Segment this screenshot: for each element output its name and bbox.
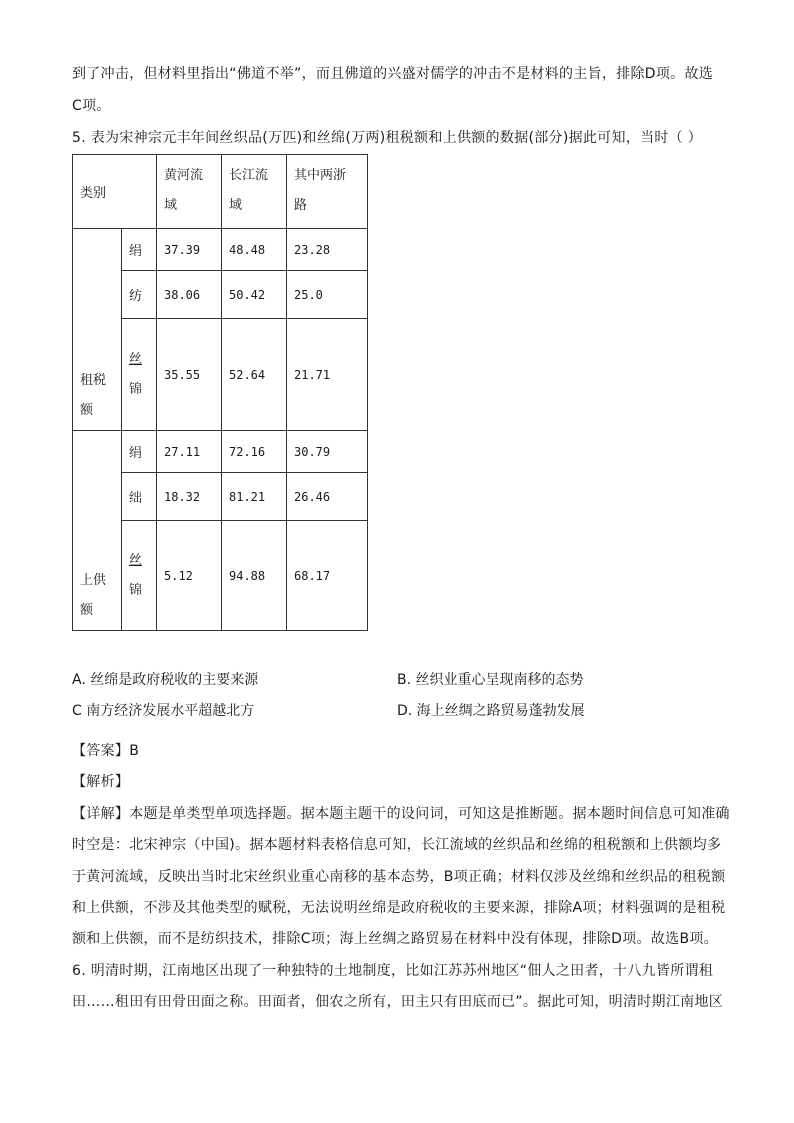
analysis-line-3: 于黄河流域，反映出当时北宋丝织业重心南移的基本态势，B项正确；材料仅涉及丝绵和丝织品的租税额 (72, 869, 726, 885)
analysis-title: 【解析】 (72, 774, 130, 790)
answer-label: 【答案】B (72, 743, 140, 759)
question-6-line-2: 田……租田有田骨田面之称。田面者，佃农之所有，田主只有田底而已”。据此可知，明清时期江南地区 (72, 994, 724, 1010)
item-label: 丝 锦 (122, 521, 157, 631)
option-b: B. 丝织业重心呈现南移的态势 (397, 672, 584, 688)
header-yangtze: 长江流 域 (222, 155, 287, 229)
tax-data-table (72, 154, 368, 631)
question-5-stem: 5. 表为宋神宗元丰年间丝织品(万匹)和丝绵(万两)租税额和上供额的数据(部分)据此可知，当时（ ） (72, 130, 703, 146)
option-c: C 南方经济发展水平超越北方 (72, 703, 255, 719)
table-cell: 25.0 (287, 271, 368, 319)
table-row (73, 431, 368, 473)
table-cell: 26.46 (287, 473, 368, 521)
item-label: 绌 (122, 473, 157, 521)
table-cell: 94.88 (222, 521, 287, 631)
table-cell: 18.32 (157, 473, 222, 521)
table-cell: 23.28 (287, 229, 368, 271)
table-cell: 81.21 (222, 473, 287, 521)
table-cell: 5.12 (157, 521, 222, 631)
table-cell: 52.64 (222, 319, 287, 431)
table-header-row (73, 155, 368, 229)
header-liangzhe: 其中两浙 路 (287, 155, 368, 229)
analysis-line-4: 和上供额，不涉及其他类型的赋税，无法说明丝绵是政府税收的主要来源，排除A项；材料强调的是租税 (72, 900, 726, 916)
group-label-tribute: 上供 额 (73, 431, 122, 631)
table-cell: 35.55 (157, 319, 222, 431)
analysis-line-1: 【详解】本题是单类型单项选择题。据本题主题干的设问词，可知这是推断题。据本题时间信息可知准确 (72, 806, 730, 822)
table-cell: 30.79 (287, 431, 368, 473)
table-cell: 50.42 (222, 271, 287, 319)
group-label-tax: 租税 额 (73, 229, 122, 431)
table-cell: 37.39 (157, 229, 222, 271)
analysis-line-5: 额和上供额，而不是纺织技术，排除C项；海上丝绸之路贸易在材料中没有体现，排除D项。故选B项。 (72, 931, 718, 947)
item-label: 纺 (122, 271, 157, 319)
intro-line-2: C项。 (72, 98, 111, 114)
analysis-line-2: 时空是：北宋神宗（中国)。据本题材料表格信息可知，长江流域的丝织品和丝绵的租税额和上供额均多 (72, 837, 722, 853)
table-cell: 21.71 (287, 319, 368, 431)
intro-line-1: 到了冲击，但材料里指出“佛道不举”，而且佛道的兴盛对儒学的冲击不是材料的主旨，排除D项。故选 (72, 66, 714, 82)
question-6-line-1: 6. 明清时期，江南地区出现了一种独特的土地制度，比如江苏苏州地区“佃人之田者，十八九皆所谓租 (72, 963, 714, 979)
item-label: 绢 (122, 229, 157, 271)
table-cell: 27.11 (157, 431, 222, 473)
table-cell: 48.48 (222, 229, 287, 271)
item-label: 绢 (122, 431, 157, 473)
option-a: A. 丝绵是政府税收的主要来源 (72, 672, 259, 688)
table-cell: 38.06 (157, 271, 222, 319)
table-row (73, 229, 368, 271)
item-label: 丝 锦 (122, 319, 157, 431)
table-corner-cell: 类别 (73, 155, 157, 229)
table-cell: 72.16 (222, 431, 287, 473)
table-cell: 68.17 (287, 521, 368, 631)
option-d: D. 海上丝绸之路贸易蓬勃发展 (397, 703, 585, 719)
header-yellow-river: 黄河流 域 (157, 155, 222, 229)
